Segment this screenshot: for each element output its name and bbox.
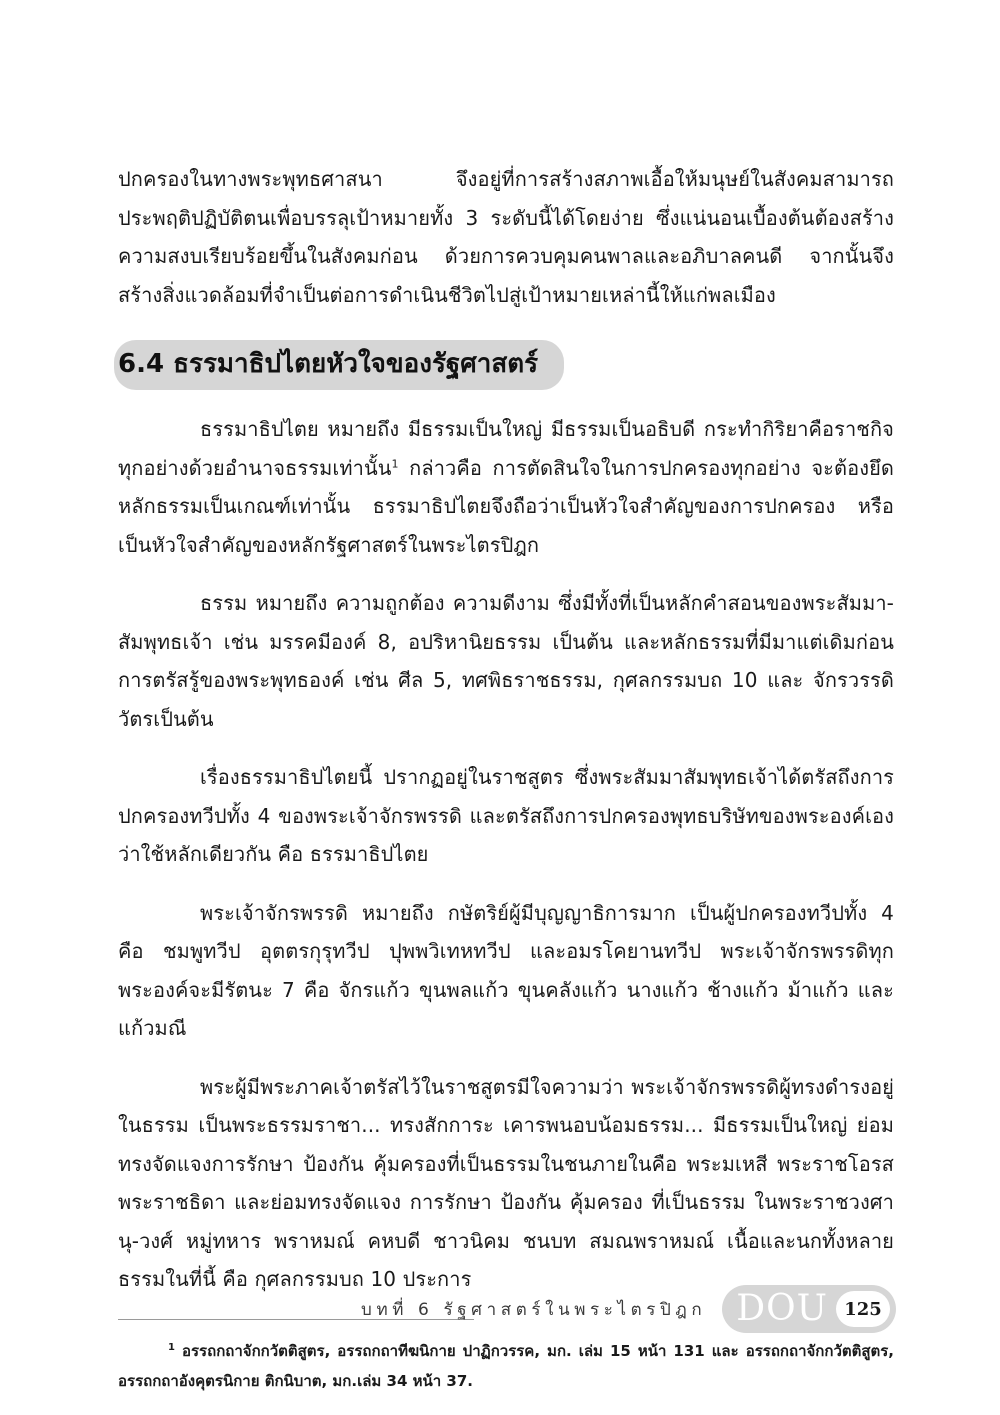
footer-badge	[722, 1285, 896, 1333]
page-body	[118, 160, 894, 1396]
page-footer	[361, 1285, 896, 1333]
paragraph-chakravartin: พระเจ้าจักรพรรดิ หมายถึง กษัตริย์ผู้มีบุญญาธิการมาก เป็นผู้ปกครองทวีปทั้ง 4 คือ ชมพูทวีป อุตตรกุรุทวีป ปุพพวิเทหทวีป และอมรโคยานทวีป พระเจ้าจักรพรรดิทุกพระองค์จะมีรัตนะ 7 คือ จักรแก้ว ขุนพลแก้ว ขุนคลังแก้ว นางแก้ว ช้างแก้ว ม้าแก้ว และแก้วมณี	[118, 900, 894, 1040]
paragraph-buddha-teaching: พระผู้มีพระภาคเจ้าตรัสไว้ในราชสูตรมีใจความว่า พระเจ้าจักรพรรดิผู้ทรงดำรงอยู่ในธรรม เป็นพระธรรมราชา... ทรงสักการะ เคารพนอบน้อมธรรม... มีธรรมเป็นใหญ่ ย่อมทรงจัดแจงการรักษา ป้องกัน คุ้มครองที่เป็นธรรมในชนภายในคือ พระมเหสี พระราชโอรส พระราชธิดา และย่อมทรงจัดแจง การรักษา ป้องกัน คุ้มครอง ที่เป็นธรรม ในพระราชวงศานุ-วงศ์ หมู่ทหาร พราหมณ์ คหบดี ชาวนิคม ชนบท สมณพราหมณ์ เนื้อและนกทั้งหลาย ธรรมในที่นี้ คือ กุศลกรรมบถ 10 ประการ	[118, 1074, 894, 1291]
paragraph-dhammadhipateyya-definition	[118, 410, 894, 564]
paragraph-text: ธรรมาธิปไตย หมายถึง มีธรรมเป็นใหญ่ มีธรรมเป็นอธิบดี กระทำกิริยาคือราชกิจทุกอย่างด้วยอำนาจธรรมเท่านั้น	[118, 417, 894, 480]
paragraph-dhamma-definition: ธรรม หมายถึง ความถูกต้อง ความดีงาม ซึ่งมีทั้งที่เป็นหลักคำสอนของพระสัมมา-สัมพุทธเจ้า เช่น มรรคมีองค์ 8, อปริหานิยธรรม เป็นต้น และหลักธรรมที่มีมาแต่เดิมก่อนการตรัสรู้ของพระพุทธองค์ เช่น ศีล 5, ทศพิธราชธรรม, กุศลกรรมบถ 10 และ จักรวรรดิวัตรเป็นต้น	[118, 591, 894, 731]
intro-paragraph: ปกครองในทางพระพุทธศาสนา จึงอยู่ที่การสร้างสภาพเอื้อให้มนุษย์ในสังคมสามารถประพฤติปฏิบัติตนเพื่อบรรลุเป้าหมายทั้ง 3 ระดับนี้ได้โดยง่าย ซึ่งแน่นอนเบื้องต้นต้องสร้างความสงบเรียบร้อยขึ้นในสังคมก่อน ด้วยการควบคุมคนพาลและอภิบาลคนดี จากนั้นจึงสร้างสิ่งแวดล้อมที่จำเป็นต่อการดำเนินชีวิตไปสู่เป้าหมายเหล่านี้ให้แก่พลเมือง	[118, 167, 894, 307]
dou-logo: DOU	[736, 1288, 828, 1329]
section-heading: 6.4 ธรรมาธิปไตยหัวใจของรัฐศาสตร์	[114, 340, 564, 390]
footnote	[118, 1336, 894, 1396]
paragraph-text: กล่าวคือ การตัดสินใจในการปกครองทุกอย่าง จะต้องยึดหลักธรรมเป็นเกณฑ์เท่านั้น ธรรมาธิปไตยจึงถือว่าเป็นหัวใจสำคัญของการปกครอง หรือเป็นหัวใจสำคัญของหลักรัฐศาสตร์ในพระไตรปิฎก	[118, 455, 894, 557]
footnote-text: อรรถกถาจักกวัตติสูตร, อรรถกถาทีฆนิกาย ปาฏิกวรรค, มก. เล่ม 15 หน้า 131 และ อรรถกถาจักกวัตติสูตร, อรรถกถาอังคุตรนิกาย ติกนิบาต, มก.เล่ม 34 หน้า 37.	[118, 1341, 894, 1390]
footnote-reference[interactable]: 1	[391, 456, 399, 470]
paragraph-raja-sutta: เรื่องธรรมาธิปไตยนี้ ปรากฏอยู่ในราชสูตร ซึ่งพระสัมมาสัมพุทธเจ้าได้ตรัสถึงการปกครองทวีปทั้ง 4 ของพระเจ้าจักรพรรดิ และตรัสถึงการปกครองพุทธบริษัทของพระองค์เองว่าใช้หลักเดียวกัน คือ ธรรมาธิปไตย	[118, 765, 894, 866]
footnote-marker: 1	[168, 1341, 175, 1353]
page-number: 125	[836, 1291, 890, 1327]
chapter-title: บทที่ 6 รัฐศาสตร์ในพระไตรปิฎก	[361, 1299, 707, 1320]
